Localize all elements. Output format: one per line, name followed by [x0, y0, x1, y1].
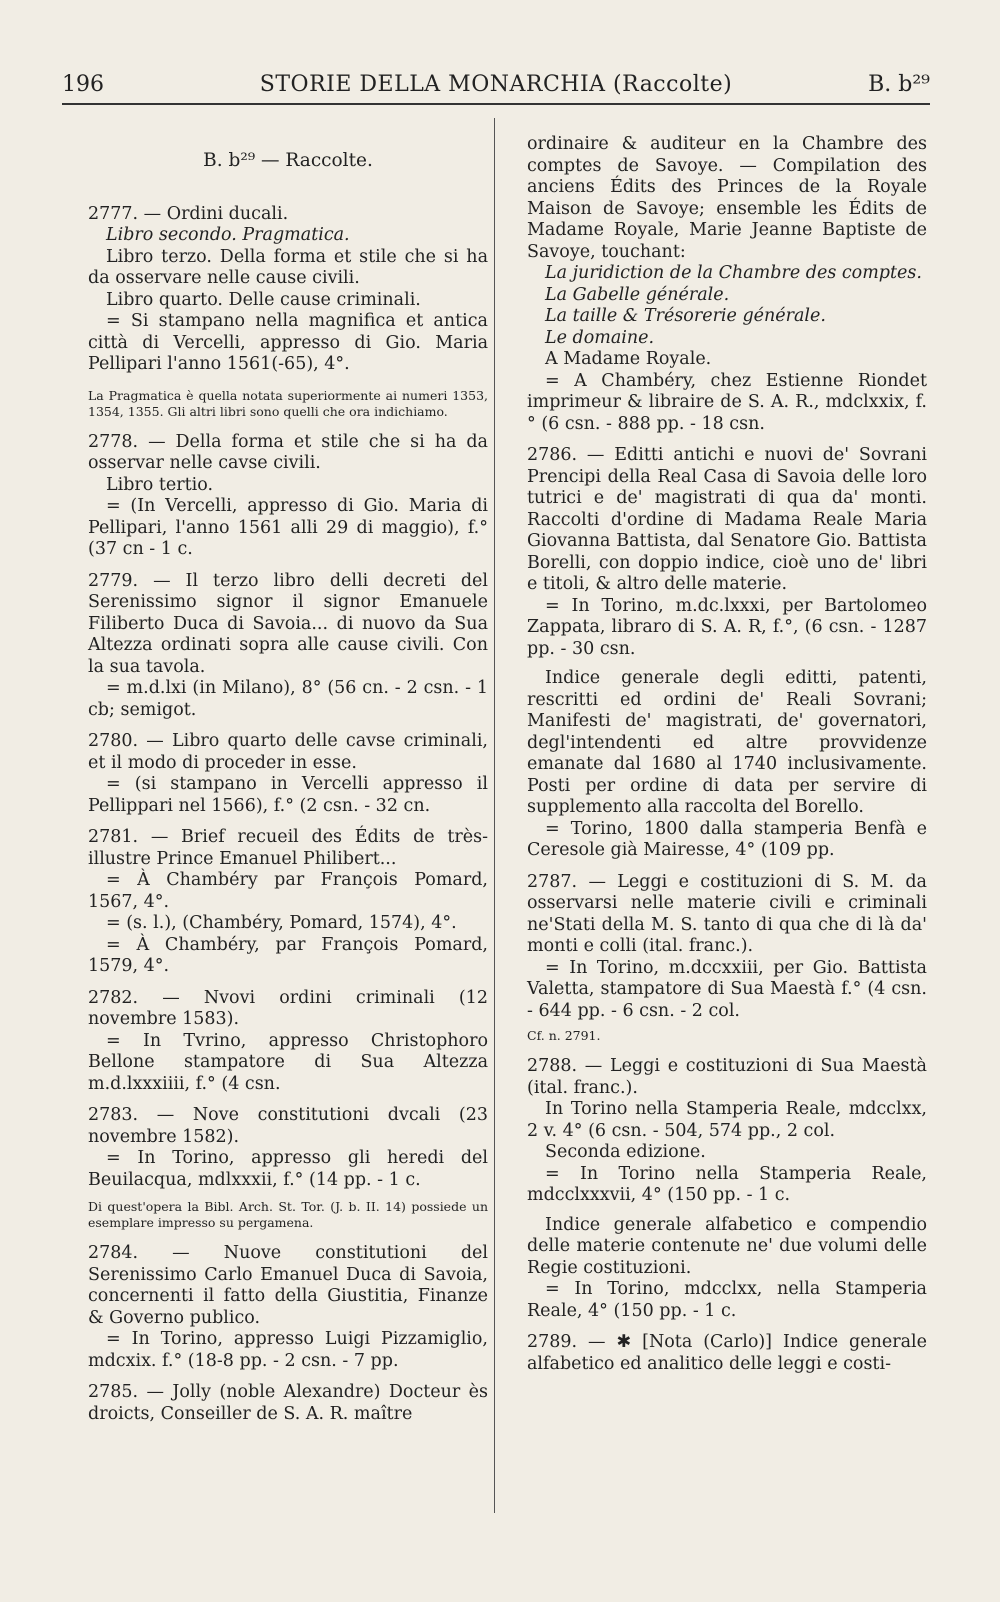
entry-line: Seconda edizione.: [545, 1142, 706, 1162]
header-rule: [62, 103, 930, 105]
entry-2778: [88, 432, 488, 561]
entry-line: 2786. — Editti antichi e nuovi de' Sovrani Prencipi della Real Casa di Savoia delle loro tutrici e de' magistrati di qua da' monti. Raccolti d'ordine di Madama Reale Maria Giovanna Battista, dal Senatore Gio. Battista Borelli, con doppio indice, cioè uno de' libri e titoli, & altro delle materie.: [527, 445, 927, 594]
entry-line: Libro quarto. Delle cause criminali.: [106, 289, 421, 310]
entry-line: Libro secondo. Pragmatica.: [106, 225, 350, 245]
entry-line: 2778. — Della forma et stile che si ha da osservar nelle cavse civili.: [88, 431, 488, 473]
imprint-line: = Si stampano nella magnifica et antica città di Vercelli, appresso di Gio. Maria Pellipari l'anno 1561(-65), 4°.: [88, 311, 488, 374]
entry-2785-continued: [527, 134, 927, 435]
imprint-line: = In Torino, m.dc.lxxxi, per Bartolomeo Zappata, libraro di S. A. R, f.°, (6 csn. - 1287 pp. - 30 csn.: [527, 595, 927, 659]
entry-note: Cf. n. 2791.: [527, 1028, 601, 1043]
section-mark: B. b²⁹: [868, 72, 930, 97]
entry-line: ordinaire & auditeur en la Chambre des comptes de Savoye. — Compilation des anciens Édits des Princes de la Royale Maison de Savoye; ensemble les Édits de Madame Royale, Marie Jeanne Baptiste de Savoye, touchant:: [527, 134, 927, 262]
imprint-line: = In Torino nella Stamperia Reale, mdcclxxxvii, 4° (150 pp. - 1 c.: [527, 1163, 927, 1205]
entry-2783: [88, 1105, 488, 1231]
entry-2788: [527, 1056, 927, 1322]
entry-line: Libro tertio.: [106, 474, 214, 495]
imprint-line: = In Tvrino, appresso Christophoro Bellone stampatore di Sua Altezza m.d.lxxxiiii, f.° (4 csn.: [88, 1030, 488, 1094]
entry-line: 2777. — Ordini ducali.: [88, 203, 289, 224]
entry-line: 2782. — Nvovi ordini criminali (12 novembre 1583).: [88, 987, 488, 1029]
right-column: [527, 134, 927, 1385]
entry-2777: [88, 204, 488, 420]
imprint-line: = m.d.lxi (in Milano), 8° (56 cn. - 2 csn. - 1 cb; semigot.: [88, 678, 488, 720]
left-column: [88, 150, 488, 1435]
entry-2779: [88, 571, 488, 722]
section-title: B. b²⁹ — Raccolte.: [203, 150, 373, 171]
entry-2780: [88, 731, 488, 817]
imprint-line: = À Chambéry par François Pomard, 1567, 4°.: [88, 870, 488, 912]
entry-line: 2780. — Libro quarto delle cavse criminali, et il modo di proceder in esse.: [88, 731, 488, 773]
entry-line: 2779. — Il terzo libro delli decreti del Serenissimo signor il signor Emanuele Filiberto Duca di Savoia... di nuovo da Sua Altezza ordinati sopra alle cause civili. Con la sua tavola.: [88, 570, 488, 677]
column-divider: [494, 118, 495, 1513]
running-header: [62, 70, 930, 100]
entry-2781: [88, 827, 488, 978]
imprint-line: = In Torino, m.dccxxiii, per Gio. Battista Valetta, stampatore di Sua Maestà f.° (4 csn. - 644 pp. - 6 csn. - 2 col.: [527, 957, 927, 1021]
entry-line: La juridiction de la Chambre des comptes.: [545, 263, 922, 283]
entry-line: Indice generale degli editti, patenti, rescritti ed ordini de' Reali Sovrani; Manifesti de' magistrati, de' governatori, degl'intendenti ed altre provvidenze emanate dal 1680 al 1740 inclusivamente. Posti per ordine di data per servire di supplemento alla raccolta del Borello.: [527, 668, 927, 817]
running-title: STORIE DELLA MONARCHIA (Raccolte): [259, 72, 733, 97]
imprint-line: = (s. l.), (Chambéry, Pomard, 1574), 4°.: [106, 913, 457, 933]
entry-line: Indice generale alfabetico e compendio delle materie contenute ne' due volumi delle Regie costituzioni.: [527, 1214, 927, 1278]
entry-note: Di quest'opera la Bibl. Arch. St. Tor. (J. b. II. 14) possiede un esemplare impresso su pergamena.: [88, 1199, 488, 1230]
entry-2789: [527, 1332, 927, 1375]
entry-line: 2788. — Leggi e costituzioni di Sua Maestà (ital. franc.).: [527, 1056, 927, 1098]
imprint-line: = (In Vercelli, appresso di Gio. Maria di Pellipari, l'anno 1561 alli 29 di maggio), f.° (37 cn - 1 c.: [88, 496, 488, 559]
entry-2782: [88, 988, 488, 1096]
entry-2784: [88, 1243, 488, 1372]
entry-line: Libro terzo. Della forma et stile che si ha da osservare nelle cause civili.: [88, 246, 488, 288]
imprint-line: In Torino nella Stamperia Reale, mdcclxx, 2 v. 4° (6 csn. - 504, 574 pp., 2 col.: [527, 1099, 927, 1141]
page-number: 196: [62, 72, 104, 97]
entry-2787: [527, 872, 927, 1045]
entry-2785: [88, 1382, 488, 1425]
entry-2786: [527, 445, 927, 862]
entry-line: 2784. — Nuove constitutioni del Serenissimo Carlo Emanuel Duca di Savoia, concernenti il fatto della Giustitia, Finanze & Governo publico.: [88, 1243, 488, 1328]
imprint-line: = A Chambéry, chez Estienne Riondet imprimeur & libraire de S. A. R., mdclxxix, f.° (6 csn. - 888 pp. - 18 csn.: [527, 370, 927, 434]
entry-line: 2787. — Leggi e costituzioni di S. M. da osservarsi nelle materie civili e criminali ne'Stati della M. S. tanto di qua che di là da' monti e colli (ital. franc.).: [527, 871, 927, 956]
entry-line: La taille & Trésorerie générale.: [545, 306, 826, 326]
imprint-line: = In Torino, appresso Luigi Pizzamiglio, mdcxix. f.° (18-8 pp. - 2 csn. - 7 pp.: [88, 1329, 488, 1371]
entry-line: A Madame Royale.: [545, 349, 712, 369]
imprint-line: = In Torino, appresso gli heredi del Beuilacqua, mdlxxxii, f.° (14 pp. - 1 c.: [88, 1148, 488, 1190]
entry-line: La Gabelle générale.: [545, 284, 730, 305]
imprint-line: = À Chambéry, par François Pomard, 1579, 4°.: [88, 934, 488, 976]
imprint-line: = In Torino, mdcclxx, nella Stamperia Reale, 4° (150 pp. - 1 c.: [527, 1279, 927, 1321]
entry-line: 2783. — Nove constitutioni dvcali (23 novembre 1582).: [88, 1105, 488, 1147]
entry-line: Le domaine.: [545, 327, 655, 348]
imprint-line: = (si stampano in Vercelli appresso il Pellippari nel 1566), f.° (2 csn. - 32 cn.: [88, 774, 488, 816]
entry-line: 2781. — Brief recueil des Édits de très-illustre Prince Emanuel Philibert...: [88, 827, 488, 869]
entry-note: La Pragmatica è quella notata superiormente ai numeri 1353, 1354, 1355. Gli altri libri sono quelli che ora indichiamo.: [88, 387, 488, 419]
imprint-line: = Torino, 1800 dalla stamperia Benfà e Ceresole già Mairesse, 4° (109 pp.: [527, 818, 927, 860]
entry-line: 2785. — Jolly (noble Alexandre) Docteur ès droicts, Conseiller de S. A. R. maître: [88, 1382, 488, 1424]
entry-line: 2789. — ✱ [Nota (Carlo)] Indice generale alfabetico ed analitico delle leggi e costi-: [527, 1332, 927, 1374]
